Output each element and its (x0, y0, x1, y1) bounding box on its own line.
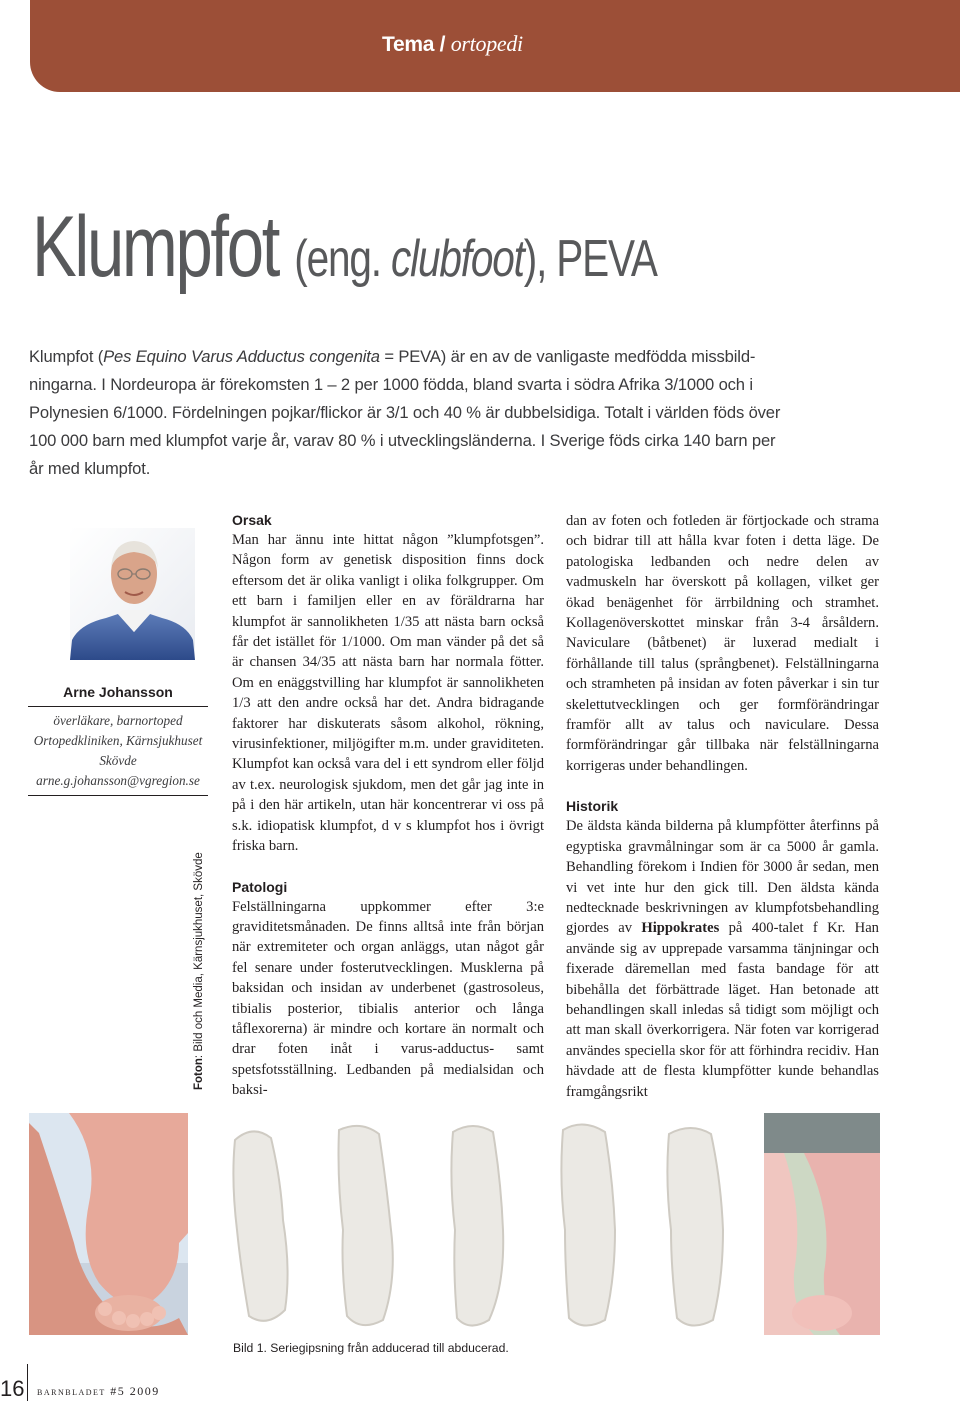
page-number-divider (27, 1364, 28, 1401)
section-label (382, 31, 523, 57)
heading-orsak: Orsak (232, 512, 272, 528)
title-subtitle: (eng. clubfoot), PEVA (294, 230, 657, 288)
author-name: Arne Johansson (28, 684, 208, 707)
lead-paragraph: Klumpfot (Pes Equino Varus Adductus congenita = PEVA) är en av de vanligaste medfödda missbild-ningarna. I Nordeuropa är förekomsten 1 – 2 per 1000 födda, bland svarta i södra Afrika 3/1000 och i Polynesien 6/1000. Fördelningen pojkar/flickor är 3/1 och 40 % är dubbelsidiga. Totalt i världen föds över 100 000 barn med klumpfot varje år, varav 80 % i utvecklingsländerna. I Sverige föds cirka 140 barn per år med klumpfot. (29, 347, 781, 478)
clubfoot-photo-left (29, 1113, 188, 1335)
heading-historik: Historik (566, 798, 619, 815)
author-city: Skövde (99, 753, 137, 768)
author-clinic: Ortopedkliniken, Kärnsjukhuset (33, 733, 203, 748)
photo-credit: Foton: Bild och Media, Kärnsjukhuset, Skövde (193, 852, 205, 1090)
title-main: Klumpfot (32, 199, 279, 295)
clubfoot-photo-right (764, 1113, 880, 1335)
article-title (32, 198, 657, 297)
author-divider (28, 791, 208, 796)
cast-series-photo (211, 1120, 756, 1335)
author-email[interactable]: arne.g.johansson@vgregion.se (36, 773, 200, 788)
section-topic: ortopedi (450, 31, 523, 56)
magazine-name: barnbladet #5 2009 (37, 1384, 160, 1398)
section-name: Tema / (382, 33, 446, 56)
historik-body: De äldsta kända bilderna på klumpfötter återfinns på egyptiska gravmålningar som är ca 5000 år gamla. Behandling förekom i Indien för 3000 år sedan, men vi vet inte hur den gick till. Den äldsta kända nedtecknade beskrivningen av klumpfotsbehandling gjordes av Hippokrates på 400-talet f Kr. Han använde sig av upprepade varsamma tänjningar och fixerade däremellan med fasta bandage för att bibehålla det förbättrade läget. Han betonade att behandlingen skall inledas så tidigt som möjligt och att man skall överkorrigera. När foten var korrigerad användes speciella skor för att förhindra recidiv. Han hävdade att de flesta klumpfötter kunde behandlas framgångsrikt (566, 818, 879, 1100)
column-middle (232, 510, 544, 1101)
latin-name: Pes Equino Varus Adductus congenita (103, 347, 380, 366)
author-role: överläkare, barnortoped (53, 713, 183, 728)
column-right (566, 511, 879, 1102)
author-portrait (70, 528, 195, 660)
figure-caption: Bild 1. Seriegipsning från adducerad till abducerad. (233, 1341, 509, 1355)
orsak-body: Man har ännu inte hittat någon ”klumpfotsgen”. Någon form av genetisk disposition finns dock eftersom det är olika vanligt i olika folkgrupper. Om ett barn i familjen eller en av föräldrarna har klumpfot är sannolikheten 1/35 att nästa barn också får det istället för 1/1000. Om man vänder på det så är chansen 34/35 att nästa barn har normala fötter. Om en enäggstvilling har klumpfot är sannolikheten 1/3 att den andre också har det. Andra bidragande faktorer har diskuterats såsom alkohol, rökning, virusinfektioner, miljögifter m.m. under graviditeten. Klumpfot kan också vara del i ett syndrom eller följd av t.ex. neurologisk sjukdom, men det går jag inte in på i den här artikeln, utan här koncentrerar vi oss på s.k. idiopatisk klumpfot, d v s klumpfot hos i övrigt friska barn. (232, 532, 544, 855)
patologi-body: Felställningarna uppkommer efter 3:e graviditetsmånaden. De finns alltså inte från början när extremiteter och organ anläggs, utan något går fel senare under fosterutvecklingen. Musklerna på baksidan och insidan av underbenet (gastrosoleus, tibialis posterior, tibialis anterior och långa tåflexorerna) är mindre och kortare än normalt och drar foten inåt i varus-adductus- samt spetsfotsställning. Ledbanden på medialsidan och baksi- (232, 898, 544, 1099)
heading-patologi: Patologi (232, 878, 288, 895)
hippokrates-name: Hippokrates (641, 920, 720, 937)
page-number: 16 (0, 1376, 25, 1401)
patologi-continued: dan av foten och fotleden är förtjockade och strama och bidrar till att hålla kvar foten i detta läge. De patologiska ledbanden och nedre delen av vadmuskeln har överskott på kollagen, vilket ger ökad benägenhet för ärrbildning och stramhet. Kollagenöverskottet minskar från 3-4 årsåldern. Naviculare (båtbenet) är luxerad medialt i förhållande till talus (språngbenet). Felställningarna och stramheten på insidan av foten påverkar i sin tur skelettutvecklingen och ger formförändringar framför allt av talus och naviculare. Dessa formförändringar går tillbaka när felställningarna korrigeras under behandlingen. (566, 513, 879, 774)
author-box (28, 684, 208, 796)
